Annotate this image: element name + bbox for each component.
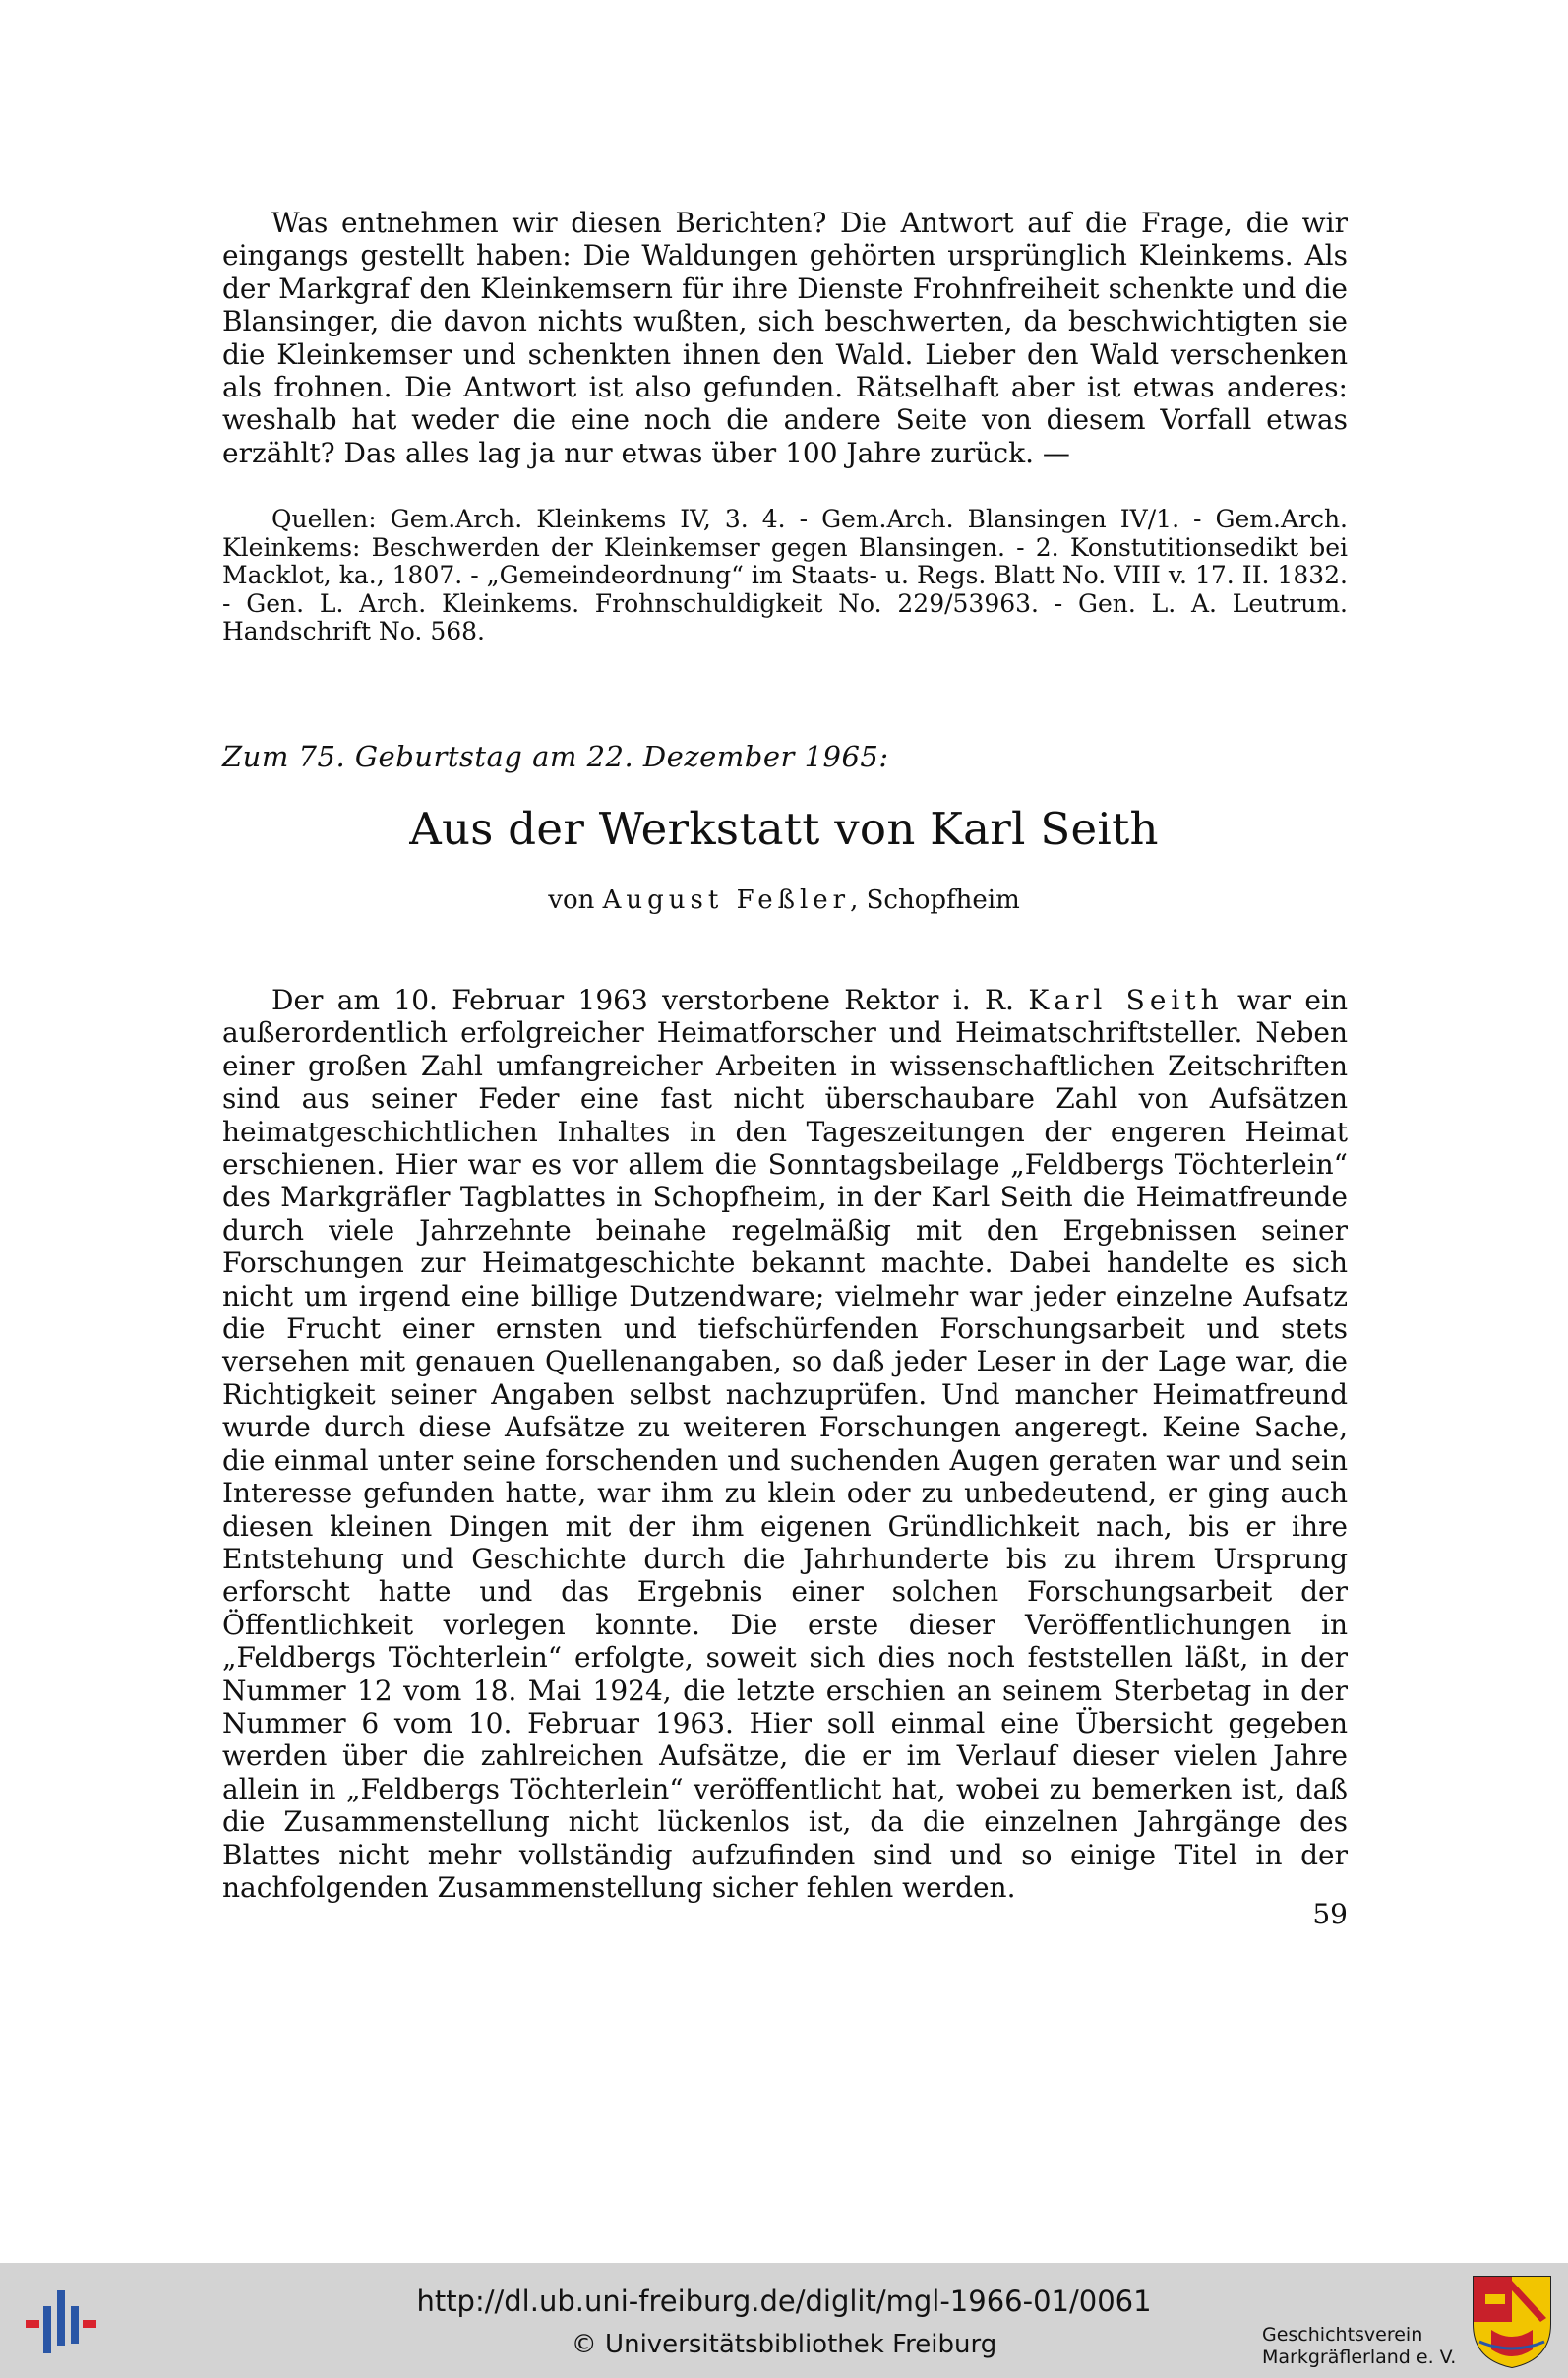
coat-of-arms-icon xyxy=(1472,2275,1552,2369)
footer-url[interactable]: http://dl.ub.uni-freiburg.de/diglit/mgl-1966-01/0061 xyxy=(416,2285,1152,2318)
byline xyxy=(0,885,1568,915)
footer-bar xyxy=(0,2263,1568,2378)
article-title: Aus der Werkstatt von Karl Seith xyxy=(409,803,1159,855)
society-line-1: Geschichtsverein xyxy=(1262,2324,1423,2346)
society-name xyxy=(1262,2324,1469,2369)
byline-suffix: , Schopfheim xyxy=(850,885,1020,915)
byline-author: August Feßler xyxy=(602,885,851,915)
paragraph-2-lead: Der am 10. Februar 1963 verstorbene Rektor i. R. xyxy=(271,984,1014,1016)
page-number: 59 xyxy=(1312,1898,1348,1930)
paragraph-2-name: Karl Seith xyxy=(1028,984,1224,1016)
byline-prefix: von xyxy=(548,885,595,915)
paragraph-2 xyxy=(222,984,1348,1904)
sources-note: Quellen: Gem.Arch. Kleinkems IV, 3. 4. - Gem.Arch. Blansingen IV/1. - Gem.Arch. Kleinkems: Beschwerden der Kleinkemser gegen Blansingen. - 2. Konstutitionsedikt bei Macklot, ka., 1807. - „Gemeindeordnung“ im Staats- u. Regs. Blatt No. VIII v. 17. II. 1832. - Gen. L. Arch. Kleinkems. Frohnschuldigkeit No. 229/53963. - Gen. L. A. Leutrum. Handschrift No. 568. xyxy=(222,505,1348,646)
society-line-2: Markgräflerland e. V. xyxy=(1262,2347,1457,2368)
occasion-line: Zum 75. Geburtstag am 22. Dezember 1965: xyxy=(222,740,889,773)
footer-copyright: © Universitätsbibliothek Freiburg xyxy=(571,2330,997,2359)
paragraph-2-rest: war ein außerordentlich erfolgreicher Heimatforscher und Heimatschriftsteller. Neben einer großen Zahl umfangreicher Arbeiten in wissenschaftlichen Zeitschriften sind aus seiner Feder eine fast nicht überschaubare Zahl von Aufsätzen heimatgeschichtlichen Inhaltes in den Tageszeitungen der engeren Heimat erschienen. Hier war es vor allem die Sonntagsbeilage „Feldbergs Töchterlein“ des Markgräfler Tagblattes in Schopfheim, in der Karl Seith die Heimatfreunde durch viele Jahrzehnte beinahe regelmäßig mit den Ergebnissen seiner Forschungen zur Heimatgeschichte bekannt machte. Dabei handelte es sich nicht um irgend eine billige Dutzendware; vielmehr war jeder einzelne Aufsatz die Frucht einer ernsten und tiefschürfenden Forschungsarbeit und stets versehen mit genauen Quellenangaben, so daß jeder Leser in der Lage war, die Richtigkeit seiner Angaben selbst nachzuprüfen. Und mancher Heimatfreund wurde durch diese Aufsätze zu weiteren Forschungen angeregt. Keine Sache, die einmal unter seine forschenden und suchenden Augen geraten war und sein Interesse gefunden hatte, war ihm zu klein oder zu unbedeutend, er ging auch diesen kleinen Dingen mit der ihm eigenen Gründlichkeit nach, bis er ihre Entstehung und Geschichte durch die Jahrhunderte bis zu ihrem Ursprung erforscht hatte und das Ergebnis einer solchen Forschungsarbeit der Öffentlichkeit vorlegen konnte. Die erste dieser Veröffentlichungen in „Feldbergs Töchterlein“ erfolgte, soweit sich dies noch feststellen läßt, in der Nummer 12 vom 18. Mai 1924, die letzte erschien an seinem Sterbetag in der Nummer 6 vom 10. Februar 1963. Hier soll einmal eine Übersicht gegeben werden über die zahlreichen Aufsätze, die er im Verlauf dieser vielen Jahre allein in „Feldbergs Töchterlein“ veröffentlicht hat, wobei zu bemerken ist, daß die Zusammenstellung nicht lückenlos ist, da die einzelnen Jahrgänge des Blattes nicht mehr vollständig aufzufinden sind und so einige Titel in der nachfolgenden Zusammenstellung sicher fehlen werden. xyxy=(222,984,1348,1904)
paragraph-1: Was entnehmen wir diesen Berichten? Die Antwort auf die Frage, die wir eingangs gestellt haben: Die Waldungen gehörten ursprünglich Kleinkems. Als der Markgraf den Kleinkemsern für ihre Dienste Frohnfreiheit schenkte und die Blansinger, die davon nichts wußten, sich beschwerten, da beschwichtigten sie die Kleinkemser und schenkten ihnen den Wald. Lieber den Wald verschenken als frohnen. Die Antwort ist also gefunden. Rätselhaft aber ist etwas anderes: weshalb hat weder die eine noch die andere Seite von diesem Vorfall etwas erzählt? Das alles lag ja nur etwas über 100 Jahre zurück. — xyxy=(222,207,1348,469)
